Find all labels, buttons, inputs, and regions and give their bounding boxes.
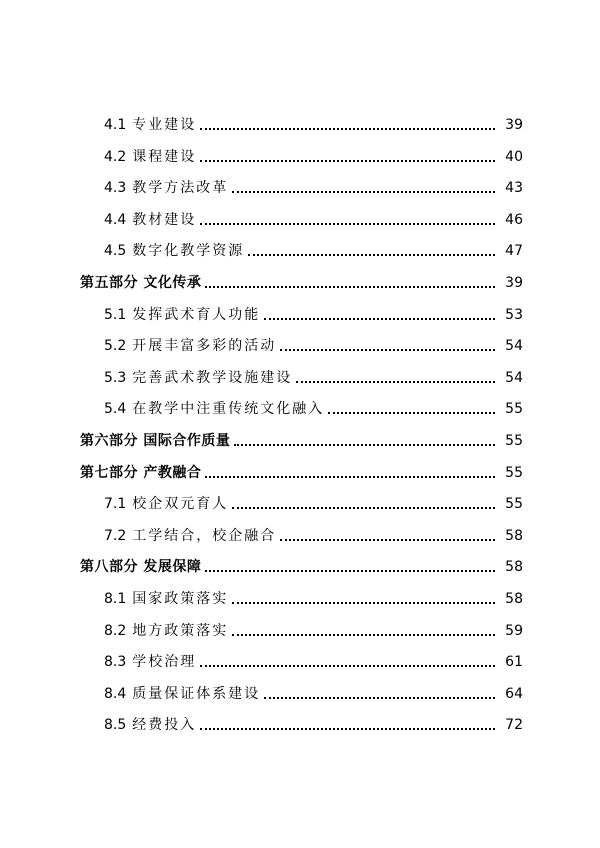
toc-entry-label — [104, 653, 196, 671]
toc-entry-label — [104, 495, 228, 513]
toc-entry-number: 8.1 — [104, 591, 127, 607]
toc-entry-title: 地方政策落实 — [132, 622, 229, 639]
toc-entry-number: 7.1 — [104, 496, 127, 513]
dot-leader — [200, 160, 495, 162]
toc-page-number: 40 — [505, 148, 523, 165]
toc-subsection-entry[interactable] — [0, 521, 600, 545]
toc-entry-title: 工学结合，校企融合 — [132, 527, 277, 544]
toc-entry-label — [104, 527, 276, 545]
toc-entry-label — [104, 337, 276, 355]
toc-entry-number: 5.2 — [104, 338, 127, 355]
toc-entry-title: 教学方法改革 — [132, 180, 229, 197]
toc-entry-title: 完善武术教学设施建设 — [132, 369, 293, 386]
toc-section-entry[interactable] — [0, 268, 600, 292]
dot-leader — [234, 444, 495, 446]
toc-entry-number: 第六部分 — [80, 433, 138, 449]
toc-page-number: 55 — [505, 401, 523, 418]
toc-entry-label — [104, 400, 324, 418]
toc-entry-label — [104, 716, 196, 734]
toc-subsection-entry[interactable] — [0, 489, 600, 513]
toc-section-entry[interactable] — [0, 426, 600, 450]
toc-entry-number: 第八部分 — [80, 559, 138, 576]
dot-leader — [248, 254, 495, 256]
toc-entry-number: 4.2 — [104, 148, 127, 165]
toc-entry-number: 4.3 — [104, 180, 127, 197]
toc-page-number: 46 — [505, 211, 523, 228]
toc-page-number: 54 — [505, 369, 523, 386]
toc-page-number: 59 — [505, 622, 523, 639]
dot-leader — [205, 570, 495, 572]
dot-leader — [205, 286, 495, 288]
toc-subsection-entry[interactable] — [0, 394, 600, 418]
dot-leader — [232, 507, 495, 509]
toc-entry-title: 开展丰富多彩的活动 — [132, 338, 277, 355]
toc-entry-label — [80, 464, 201, 482]
toc-subsection-entry[interactable] — [0, 142, 600, 166]
toc-entry-number: 5.3 — [104, 369, 127, 386]
toc-entry-label — [104, 306, 260, 324]
toc-page-number: 39 — [505, 275, 523, 291]
dot-leader — [200, 665, 495, 667]
toc-subsection-entry[interactable] — [0, 363, 600, 387]
toc-subsection-entry[interactable] — [0, 173, 600, 197]
toc-page-number: 58 — [505, 559, 523, 576]
dot-leader — [200, 728, 495, 730]
toc-entry-title: 国家政策落实 — [132, 591, 229, 607]
toc-page-number: 53 — [505, 306, 523, 323]
toc-entry-title: 在教学中注重传统文化融入 — [132, 401, 325, 418]
toc-entry-number: 8.3 — [104, 654, 127, 671]
toc-entry-number: 5.1 — [104, 306, 127, 323]
toc-section-entry[interactable] — [0, 552, 600, 576]
toc-entry-number: 5.4 — [104, 401, 127, 418]
toc-entry-title: 经费投入 — [132, 717, 197, 734]
toc-entry-title: 质量保证体系建设 — [132, 685, 261, 702]
dot-leader — [328, 412, 495, 414]
toc-subsection-entry[interactable] — [0, 110, 600, 134]
toc-page-number: 61 — [505, 654, 523, 671]
toc-entry-number: 7.2 — [104, 527, 127, 544]
toc-entry-title: 发挥武术育人功能 — [132, 306, 261, 323]
dot-leader — [280, 539, 495, 541]
toc-subsection-entry[interactable] — [0, 710, 600, 734]
toc-entry-title: 国际合作质量 — [143, 433, 231, 449]
toc-subsection-entry[interactable] — [0, 616, 600, 640]
toc-entry-title: 产教融合 — [143, 464, 202, 481]
toc-entry-label — [104, 369, 292, 387]
toc-entry-title: 发展保障 — [143, 559, 202, 576]
toc-entry-label — [104, 116, 196, 134]
dot-leader — [296, 381, 495, 383]
toc-page-number: 39 — [505, 117, 523, 133]
toc-entry-label — [80, 274, 201, 292]
toc-entry-label — [104, 622, 228, 640]
toc-page-number: 64 — [505, 685, 523, 702]
toc-page-number: 55 — [505, 433, 523, 449]
dot-leader — [200, 223, 495, 225]
toc-subsection-entry[interactable] — [0, 205, 600, 229]
toc-entry-title: 学校治理 — [132, 654, 197, 671]
toc-entry-number: 第五部分 — [80, 275, 138, 291]
toc-subsection-entry[interactable] — [0, 331, 600, 355]
toc-subsection-entry[interactable] — [0, 679, 600, 703]
toc-page-number: 55 — [505, 496, 523, 513]
toc-subsection-entry[interactable] — [0, 584, 600, 608]
toc-subsection-entry[interactable] — [0, 647, 600, 671]
toc-subsection-entry[interactable] — [0, 300, 600, 324]
toc-entry-title: 文化传承 — [143, 275, 202, 291]
toc-entry-number: 8.4 — [104, 685, 127, 702]
toc-page-number: 58 — [505, 591, 523, 607]
toc-entry-label — [104, 179, 228, 197]
toc-entry-number: 4.1 — [104, 117, 127, 133]
toc-entry-label — [104, 590, 228, 608]
toc-entry-label — [104, 211, 196, 229]
toc-page-number: 72 — [505, 717, 523, 734]
toc-entry-title: 数字化教学资源 — [132, 243, 245, 260]
dot-leader — [205, 476, 495, 478]
toc-entry-label — [104, 148, 196, 166]
dot-leader — [264, 318, 495, 320]
toc-page-number: 54 — [505, 338, 523, 355]
toc-entry-label — [104, 242, 244, 260]
toc-section-entry[interactable] — [0, 458, 600, 482]
dot-leader — [264, 697, 495, 699]
toc-subsection-entry[interactable] — [0, 236, 600, 260]
toc-entry-number: 8.2 — [104, 622, 127, 639]
toc-entry-title: 教材建设 — [132, 211, 197, 228]
toc-page-number: 47 — [505, 243, 523, 260]
dot-leader — [232, 191, 495, 193]
toc-entry-title: 专业建设 — [132, 117, 197, 133]
toc-entry-title: 校企双元育人 — [132, 496, 229, 513]
toc-entry-label — [80, 432, 230, 450]
toc-entry-number: 4.5 — [104, 243, 127, 260]
toc-page-number: 55 — [505, 464, 523, 481]
dot-leader — [200, 128, 495, 130]
toc-entry-label — [80, 558, 201, 576]
toc-page-number: 58 — [505, 527, 523, 544]
toc-entry-number: 4.4 — [104, 211, 127, 228]
toc-entry-title: 课程建设 — [132, 148, 197, 165]
dot-leader — [280, 349, 495, 351]
toc-entry-number: 8.5 — [104, 717, 127, 734]
toc-entry-label — [104, 685, 260, 703]
toc-entry-number: 第七部分 — [80, 464, 138, 481]
toc-page-number: 43 — [505, 180, 523, 197]
dot-leader — [232, 634, 495, 636]
dot-leader — [232, 602, 495, 604]
